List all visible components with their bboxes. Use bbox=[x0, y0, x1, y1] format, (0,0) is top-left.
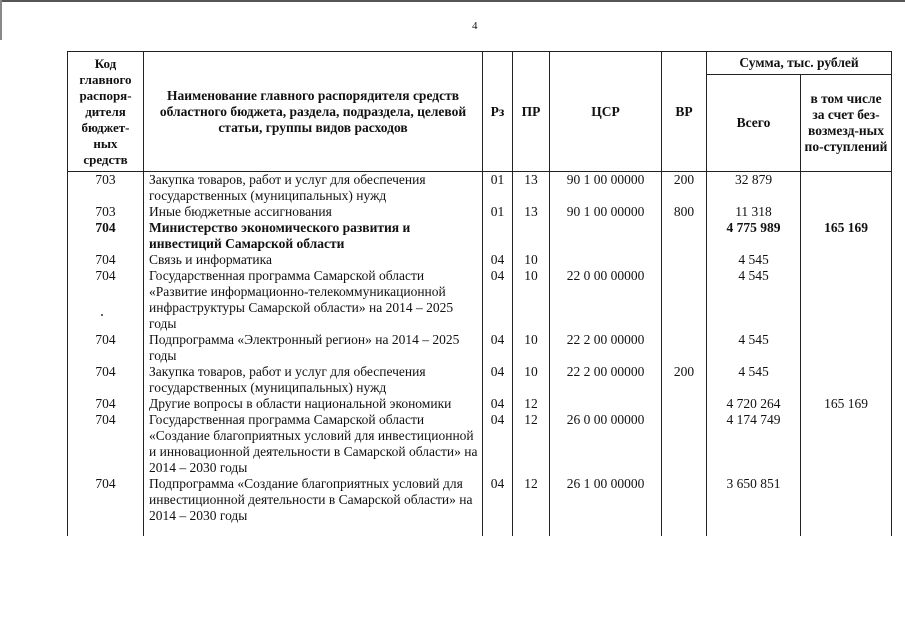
header-vr: ВР bbox=[662, 52, 707, 172]
cell-pr: 13 bbox=[513, 204, 550, 220]
header-sum-group: Сумма, тыс. рублей bbox=[707, 52, 892, 75]
cell-total: 4 545 bbox=[707, 364, 801, 396]
budget-table bbox=[67, 51, 892, 536]
cell-incl: 165 169 bbox=[801, 396, 892, 412]
cell-total: 3 650 851 bbox=[707, 476, 801, 536]
cell-name: Иные бюджетные ассигнования bbox=[144, 204, 483, 220]
cell-vr bbox=[662, 476, 707, 536]
cell-vr bbox=[662, 268, 707, 332]
cell-total: 11 318 bbox=[707, 204, 801, 220]
cell-name: Подпрограмма «Создание благоприятных условий для инвестиционной деятельности в Самарской области» на 2014 – 2030 годы bbox=[144, 476, 483, 536]
cell-pr: 10 bbox=[513, 364, 550, 396]
header-csr: ЦСР bbox=[550, 52, 662, 172]
cell-rz: 04 bbox=[483, 364, 513, 396]
cell-csr: 22 0 00 00000 bbox=[550, 268, 662, 332]
cell-csr: 90 1 00 00000 bbox=[550, 172, 662, 205]
table-row bbox=[68, 252, 892, 268]
cell-code: 704 bbox=[68, 396, 144, 412]
cell-incl bbox=[801, 364, 892, 396]
scan-left-edge bbox=[0, 0, 2, 40]
cell-code: 704 bbox=[68, 476, 144, 536]
cell-total: 4 545 bbox=[707, 332, 801, 364]
cell-incl bbox=[801, 204, 892, 220]
table-row bbox=[68, 396, 892, 412]
cell-total: 4 720 264 bbox=[707, 396, 801, 412]
table-body bbox=[68, 172, 892, 537]
cell-incl: 165 169 bbox=[801, 220, 892, 252]
cell-code: 704 bbox=[68, 412, 144, 476]
table-row bbox=[68, 332, 892, 364]
cell-rz: 04 bbox=[483, 412, 513, 476]
header-code: Код главного распоря-дителя бюджет-ных средств bbox=[68, 52, 144, 172]
cell-rz: 04 bbox=[483, 476, 513, 536]
cell-csr: 26 0 00 00000 bbox=[550, 412, 662, 476]
header-pr: ПР bbox=[513, 52, 550, 172]
cell-pr: 10 bbox=[513, 332, 550, 364]
cell-incl bbox=[801, 476, 892, 536]
cell-total: 4 775 989 bbox=[707, 220, 801, 252]
cell-csr: 26 1 00 00000 bbox=[550, 476, 662, 536]
cell-incl bbox=[801, 332, 892, 364]
cell-incl bbox=[801, 172, 892, 205]
cell-csr: 22 2 00 00000 bbox=[550, 332, 662, 364]
cell-name: Закупка товаров, работ и услуг для обеспечения государственных (муниципальных) нужд bbox=[144, 364, 483, 396]
cell-code: 704 bbox=[68, 252, 144, 268]
cell-vr bbox=[662, 332, 707, 364]
table-row bbox=[68, 172, 892, 205]
cell-vr bbox=[662, 220, 707, 252]
cell-pr: 12 bbox=[513, 476, 550, 536]
cell-rz: 04 bbox=[483, 252, 513, 268]
cell-name: Связь и информатика bbox=[144, 252, 483, 268]
table-row bbox=[68, 220, 892, 252]
cell-csr bbox=[550, 220, 662, 252]
cell-vr bbox=[662, 412, 707, 476]
cell-incl bbox=[801, 412, 892, 476]
cell-csr bbox=[550, 396, 662, 412]
cell-vr bbox=[662, 396, 707, 412]
cell-rz: 04 bbox=[483, 332, 513, 364]
cell-total: 4 174 749 bbox=[707, 412, 801, 476]
cell-code: 704 bbox=[68, 332, 144, 364]
cell-name: Министерство экономического развития и инвестиций Самарской области bbox=[144, 220, 483, 252]
cell-name: Государственная программа Самарской области «Развитие информационно-телекоммуникационной инфраструктуры Самарской области» на 2014 – 2025 годы bbox=[144, 268, 483, 332]
cell-rz: 04 bbox=[483, 268, 513, 332]
cell-rz bbox=[483, 220, 513, 252]
cell-rz: 04 bbox=[483, 396, 513, 412]
cell-total: 32 879 bbox=[707, 172, 801, 205]
header-name: Наименование главного распорядителя средств областного бюджета, раздела, подраздела, целевой статьи, группы видов расходов bbox=[144, 52, 483, 172]
cell-incl bbox=[801, 268, 892, 332]
cell-pr: 13 bbox=[513, 172, 550, 205]
header-rz: Рз bbox=[483, 52, 513, 172]
header-total: Всего bbox=[707, 75, 801, 172]
table-row bbox=[68, 268, 892, 332]
table-row bbox=[68, 476, 892, 536]
cell-pr: 12 bbox=[513, 412, 550, 476]
cell-total: 4 545 bbox=[707, 252, 801, 268]
cell-code: 704 bbox=[68, 268, 144, 332]
cell-pr: 10 bbox=[513, 268, 550, 332]
cell-name: Закупка товаров, работ и услуг для обеспечения государственных (муниципальных) нужд bbox=[144, 172, 483, 205]
cell-csr: 22 2 00 00000 bbox=[550, 364, 662, 396]
cell-rz: 01 bbox=[483, 172, 513, 205]
cell-vr: 800 bbox=[662, 204, 707, 220]
cell-code: 704 bbox=[68, 364, 144, 396]
table-row bbox=[68, 364, 892, 396]
cell-rz: 01 bbox=[483, 204, 513, 220]
header-incl: в том числе за счет без-возмезд-ных по-ступлений bbox=[801, 75, 892, 172]
cell-incl bbox=[801, 252, 892, 268]
cell-vr: 200 bbox=[662, 172, 707, 205]
cell-pr: 12 bbox=[513, 396, 550, 412]
scan-top-edge bbox=[0, 0, 905, 2]
cell-vr bbox=[662, 252, 707, 268]
table-row bbox=[68, 204, 892, 220]
cell-code: 703 bbox=[68, 204, 144, 220]
cell-pr: 10 bbox=[513, 252, 550, 268]
cell-code: 704 bbox=[68, 220, 144, 252]
cell-code: 703 bbox=[68, 172, 144, 205]
table-header bbox=[68, 52, 892, 172]
cell-csr bbox=[550, 252, 662, 268]
cell-name: Подпрограмма «Электронный регион» на 2014 – 2025 годы bbox=[144, 332, 483, 364]
table-row bbox=[68, 412, 892, 476]
cell-csr: 90 1 00 00000 bbox=[550, 204, 662, 220]
cell-vr: 200 bbox=[662, 364, 707, 396]
cell-total: 4 545 bbox=[707, 268, 801, 332]
cell-name: Другие вопросы в области национальной экономики bbox=[144, 396, 483, 412]
cell-pr bbox=[513, 220, 550, 252]
page-number: 4 bbox=[472, 20, 478, 32]
cell-name: Государственная программа Самарской области «Создание благоприятных условий для инвестиционной и инновационной деятельности в Самарской области» на 2014 – 2030 годы bbox=[144, 412, 483, 476]
